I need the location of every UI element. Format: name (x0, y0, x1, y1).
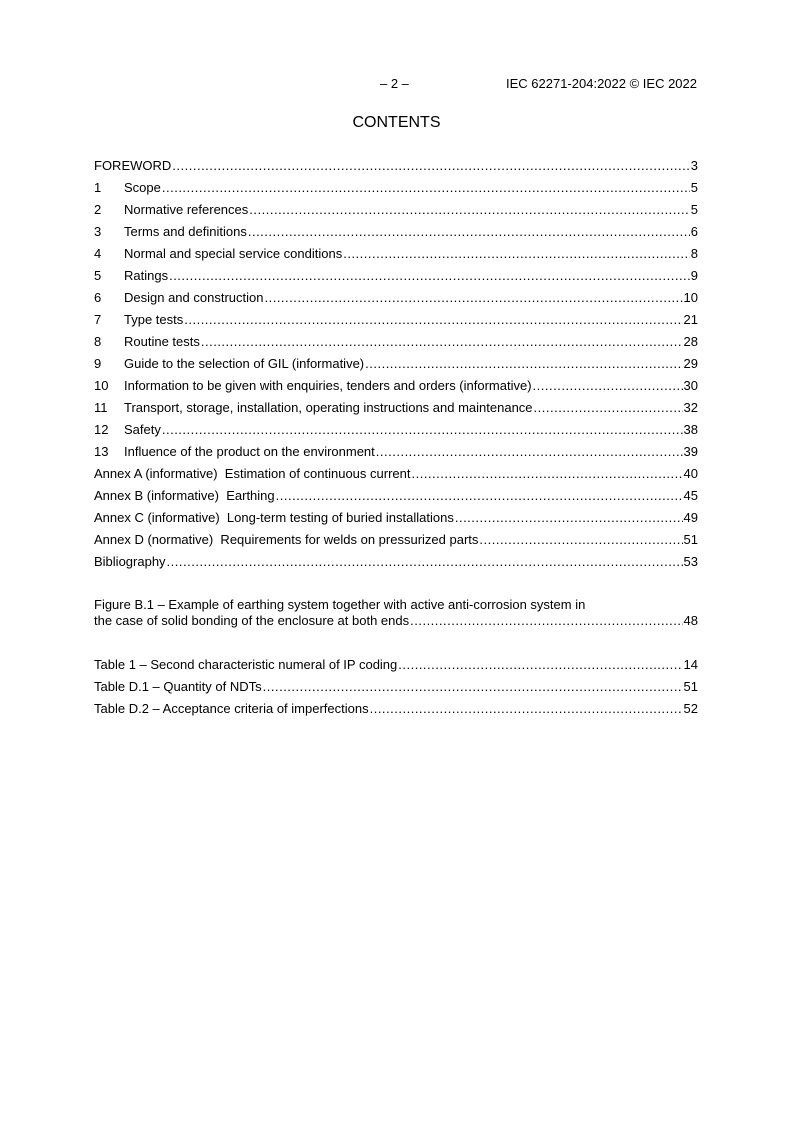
figure-caption-line2: the case of solid bonding of the enclosure at both ends (94, 613, 410, 628)
leader-dots (263, 676, 683, 698)
toc-page: 49 (683, 510, 698, 525)
table-list (94, 654, 698, 720)
toc-entry-annex-a[interactable] (94, 463, 698, 485)
figure-caption-line1: Figure B.1 – Example of earthing system together with active anti-corrosion system in (94, 597, 586, 612)
toc-entry-clause-3[interactable] (94, 221, 698, 243)
table-page: 14 (683, 657, 698, 672)
toc-page: 51 (683, 532, 698, 547)
toc-number: 4 (94, 246, 102, 261)
toc-page: 28 (683, 334, 698, 349)
toc-page: 39 (683, 444, 698, 459)
toc-label: Normal and special service conditions (124, 246, 343, 261)
toc-label: Safety (124, 422, 161, 437)
table-label: Table D.2 – Acceptance criteria of imperfections (94, 701, 369, 716)
toc-label: Transport, storage, installation, operating instructions and maintenance (124, 400, 533, 415)
toc-entry-clause-6[interactable] (94, 287, 698, 309)
toc-entry-annex-b[interactable] (94, 485, 698, 507)
toc-entry-clause-7[interactable] (94, 309, 698, 331)
toc-number: 2 (94, 202, 102, 217)
toc-label: FOREWORD (94, 158, 172, 173)
toc-number: 5 (94, 268, 102, 283)
leader-dots (534, 397, 683, 419)
toc-entry-annex-d[interactable] (94, 529, 698, 551)
figure-page: 48 (683, 613, 698, 628)
toc-page: 9 (690, 268, 698, 283)
leader-dots (162, 419, 683, 441)
table-entry-d1[interactable] (94, 676, 698, 698)
toc-label: Design and construction (124, 290, 264, 305)
leader-dots (412, 463, 683, 485)
toc-label: Scope (124, 180, 161, 195)
leader-dots (398, 654, 682, 676)
table-entry-1[interactable] (94, 654, 698, 676)
toc-page: 30 (683, 378, 698, 393)
leader-dots (172, 155, 689, 177)
toc-label: Normative references (124, 202, 249, 217)
toc-entry-annex-c[interactable] (94, 507, 698, 529)
leader-dots (264, 287, 682, 309)
contents-title: CONTENTS (352, 114, 441, 131)
table-label: Table 1 – Second characteristic numeral of IP coding (94, 657, 398, 672)
toc-entry-clause-13[interactable] (94, 441, 698, 463)
toc-entry-bibliography[interactable] (94, 551, 698, 573)
toc-entry-clause-8[interactable] (94, 331, 698, 353)
toc-number: 13 (94, 444, 109, 459)
toc-label: Annex D (normative) Requirements for welds on pressurized parts (94, 532, 479, 547)
toc-entry-clause-9[interactable] (94, 353, 698, 375)
toc-label: Annex C (informative) Long-term testing of buried installations (94, 510, 454, 525)
toc-entry-clause-1[interactable] (94, 177, 698, 199)
toc-number: 1 (94, 180, 102, 195)
toc-label: Annex B (informative) Earthing (94, 488, 275, 503)
leader-dots (248, 221, 690, 243)
toc-number: 3 (94, 224, 102, 239)
toc-list (94, 155, 698, 573)
toc-page: 45 (683, 488, 698, 503)
toc-page: 40 (683, 466, 698, 481)
table-page: 51 (683, 679, 698, 694)
leader-dots (276, 485, 683, 507)
leader-dots (376, 441, 683, 463)
leader-dots (249, 199, 689, 221)
toc-number: 11 (94, 400, 108, 415)
toc-label: Annex A (informative) Estimation of continuous current (94, 466, 411, 481)
table-page: 52 (683, 701, 698, 716)
toc-page: 8 (690, 246, 698, 261)
toc-label: Terms and definitions (124, 224, 247, 239)
toc-number: 9 (94, 356, 102, 371)
toc-entry-clause-5[interactable] (94, 265, 698, 287)
toc-label: Routine tests (124, 334, 200, 349)
toc-label: Influence of the product on the environment (124, 444, 375, 459)
toc-number: 10 (94, 378, 109, 393)
leader-dots (533, 375, 683, 397)
leader-dots (167, 551, 683, 573)
leader-dots (479, 529, 682, 551)
leader-dots (201, 331, 683, 353)
toc-page: 6 (690, 224, 698, 239)
toc-label: Type tests (124, 312, 184, 327)
toc-page: 5 (690, 202, 698, 217)
leader-dots (370, 698, 683, 720)
toc-page: 38 (683, 422, 698, 437)
table-label: Table D.1 – Quantity of NDTs (94, 679, 262, 694)
toc-number: 6 (94, 290, 102, 305)
toc-entry-clause-2[interactable] (94, 199, 698, 221)
toc-entry-clause-11[interactable] (94, 397, 698, 419)
toc-label: Bibliography (94, 554, 166, 569)
leader-dots (365, 353, 682, 375)
leader-dots (410, 613, 682, 629)
standard-reference: IEC 62271-204:2022 © IEC 2022 (506, 76, 697, 91)
toc-label: Guide to the selection of GIL (informative) (124, 356, 365, 371)
toc-number: 7 (94, 312, 102, 327)
page-number: – 2 – (380, 76, 409, 91)
toc-entry-clause-4[interactable] (94, 243, 698, 265)
toc-page: 10 (683, 290, 698, 305)
figure-list (94, 597, 698, 629)
toc-entry-foreword[interactable] (94, 155, 698, 177)
figure-entry-b1[interactable] (94, 597, 698, 629)
leader-dots (169, 265, 690, 287)
toc-page: 5 (690, 180, 698, 195)
table-entry-d2[interactable] (94, 698, 698, 720)
leader-dots (184, 309, 682, 331)
toc-label: Ratings (124, 268, 169, 283)
leader-dots (162, 177, 690, 199)
toc-page: 3 (690, 158, 698, 173)
toc-page: 29 (683, 356, 698, 371)
leader-dots (455, 507, 683, 529)
toc-entry-clause-12[interactable] (94, 419, 698, 441)
toc-page: 53 (683, 554, 698, 569)
toc-page: 32 (683, 400, 698, 415)
leader-dots (343, 243, 690, 265)
toc-entry-clause-10[interactable] (94, 375, 698, 397)
toc-page: 21 (683, 312, 698, 327)
toc-number: 8 (94, 334, 102, 349)
toc-number: 12 (94, 422, 109, 437)
toc-label: Information to be given with enquiries, tenders and orders (informative) (124, 378, 532, 393)
